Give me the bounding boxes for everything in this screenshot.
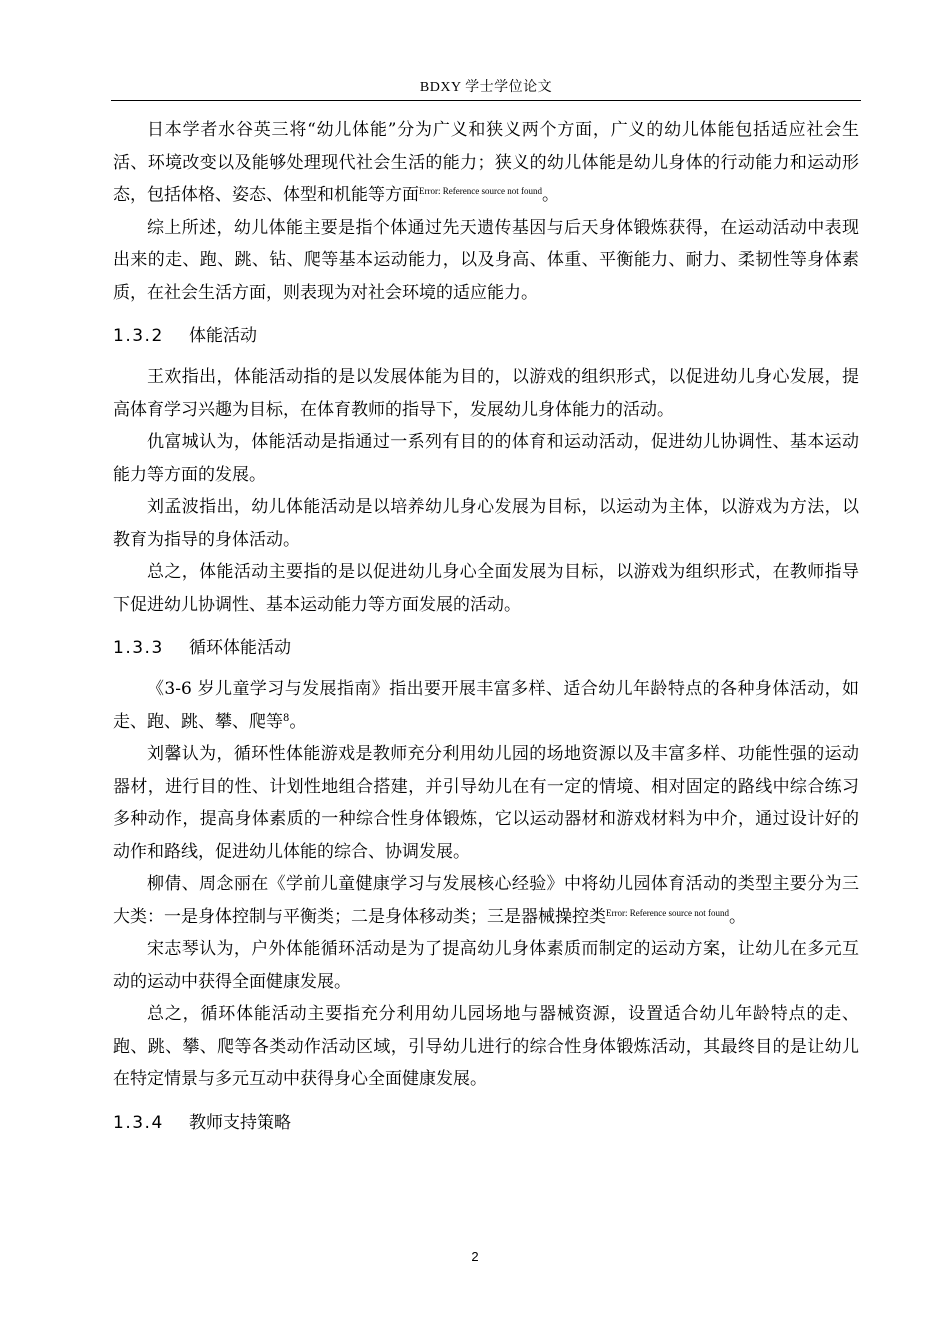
section-heading-1-3-4 [113, 1110, 859, 1136]
page-number: 2 [471, 1249, 479, 1264]
reference-error: Error: Reference source not found [419, 186, 542, 196]
page-header: BDXY 学士学位论文 [419, 80, 553, 95]
paragraph-liuxin: 刘馨认为，循环性体能游戏是教师充分利用幼儿园的场地资源以及丰富多样、功能性强的运动器材，进行目的性、计划性地组合搭建，并引导幼儿在有一定的情境、相对固定的路线中综合练习多种动作，提高身体素质的一种综合性身体锻炼，它以运动器材和游戏材料为中介，通过设计好的动作和路线，促进幼儿体能的综合、协调发展。 [113, 744, 859, 862]
section-heading-1-3-3 [113, 635, 859, 661]
paragraph-guideline: 《3-6 岁儿童学习与发展指南》指出要开展丰富多样、适合幼儿年龄特点的各种身体活动，如走、跑、跳、攀、爬等$^8$。 [113, 679, 859, 732]
section-number: 1.3.2 [113, 326, 164, 346]
section-heading-1-3-2 [113, 323, 859, 349]
paragraph-songzhiqin: 宋志琴认为，户外体能循环活动是为了提高幼儿身体素质而制定的运动方案，让幼儿在多元互动的运动中获得全面健康发展。 [113, 939, 859, 992]
section-title: 教师支持策略 [189, 1112, 291, 1133]
reference-error: Error: Reference source not found [606, 907, 729, 918]
paragraph-qiufucheng: 仇富城认为，体能活动是指通过一系列有目的的体育和运动活动，促进幼儿协调性、基本运动能力等方面的发展。 [113, 432, 859, 485]
header-divider [111, 100, 861, 101]
paragraph-summary-activity: 总之，体能活动主要指的是以促进幼儿身心全面发展为目标，以游戏为组织形式，在教师指导下促进幼儿协调性、基本运动能力等方面发展的活动。 [113, 562, 859, 615]
paragraph-wanghuan: 王欢指出，体能活动指的是以发展体能为目的，以游戏的组织形式，以促进幼儿身心发展，提高体育学习兴趣为目标，在体育教师的指导下，发展幼儿身体能力的活动。 [113, 367, 859, 420]
paragraph-liumengbo: 刘孟波指出，幼儿体能活动是以培养幼儿身心发展为目标，以运动为主体，以游戏为方法，以教育为指导的身体活动。 [113, 497, 859, 550]
footnote-marker: 8 [283, 712, 290, 724]
section-number: 1.3.4 [113, 1112, 164, 1133]
section-number: 1.3.3 [113, 638, 164, 658]
paragraph-liuqian: 柳倩、周念丽在《学前儿童健康学习与发展核心经验》中将幼儿园体育活动的类型主要分为三大类：一是身体控制与平衡类；二是身体移动类；三是器械操控类$^{Error: Reference source not found}$。 [113, 874, 859, 927]
paragraph-summary-circuit: 总之，循环体能活动主要指充分利用幼儿园场地与器械资源，设置适合幼儿年龄特点的走、跑、跳、攀、爬等各类动作活动区域，引导幼儿进行的综合性身体锻炼活动，其最终目的是让幼儿在特定情景与多元互动中获得身心全面健康发展。 [113, 1004, 859, 1089]
section-title: 体能活动 [189, 326, 257, 346]
paragraph-summary-physical-fitness: 综上所述，幼儿体能主要是指个体通过先天遗传基因与后天身体锻炼获得，在运动活动中表现出来的走、跑、跳、钻、爬等基本运动能力，以及身高、体重、平衡能力、耐力、柔韧性等身体素质，在社会生活方面，则表现为对社会环境的适应能力。 [113, 217, 859, 303]
paragraph-mizutani: 日本学者水谷英三将“幼儿体能”分为广义和狭义两个方面，广义的幼儿体能包括适应社会生活、环境改变以及能够处理现代社会生活的能力；狭义的幼儿体能是幼儿身体的行动能力和运动形态，包括体格、姿态、体型和机能等方面$^{Error: Reference source not found}$。 [113, 120, 859, 205]
section-title: 循环体能活动 [189, 638, 291, 658]
document-body [113, 114, 859, 1136]
